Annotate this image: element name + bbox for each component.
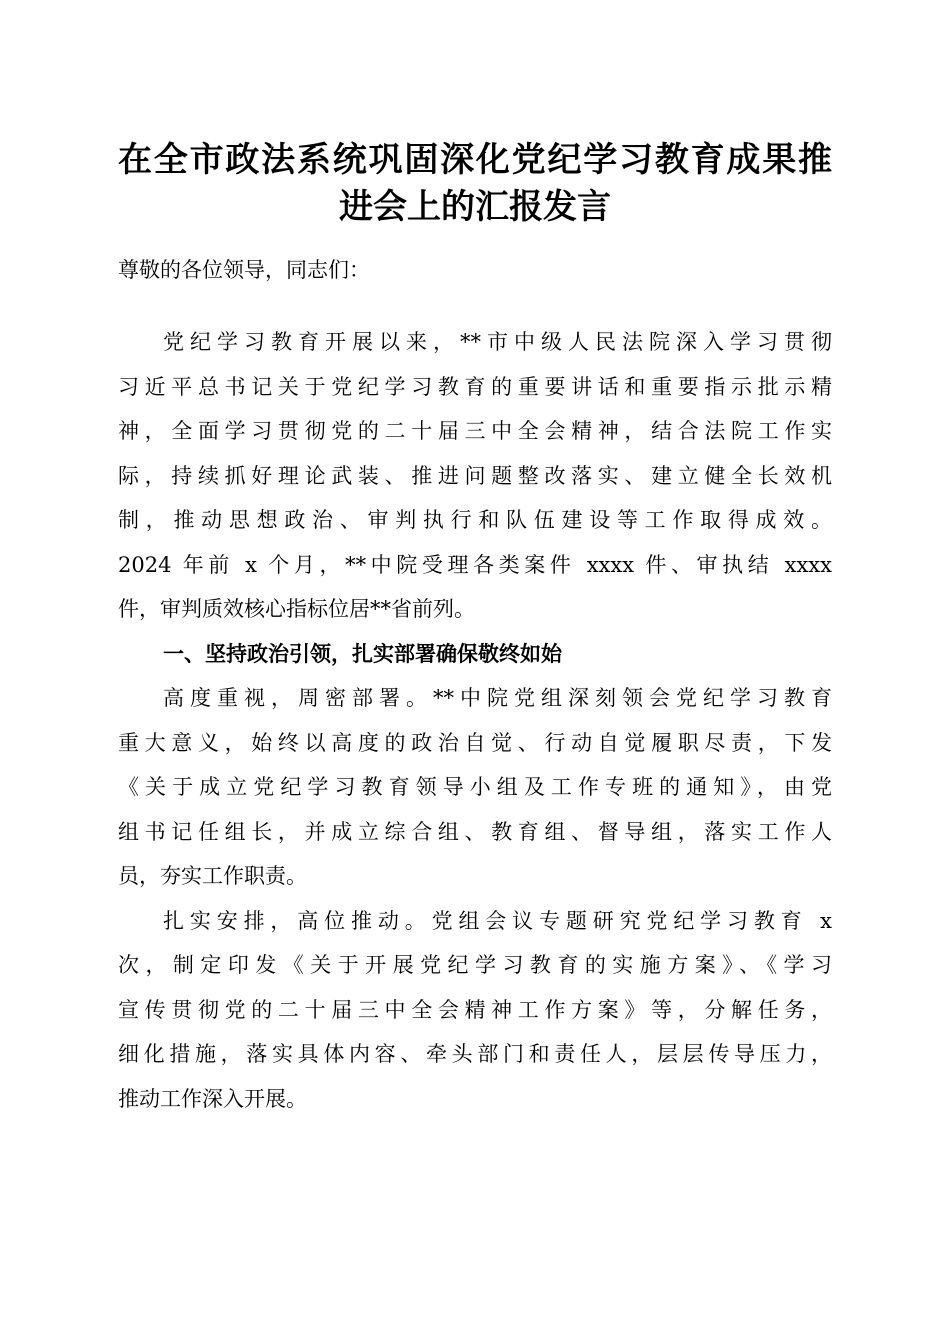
title-line-2: 进会上的汇报发言	[339, 187, 611, 227]
text-line: 宣传贯彻党的二十届三中全会精神工作方案》等，分解任务，	[118, 998, 832, 1022]
salutation: 尊敬的各位领导，同志们：	[118, 258, 370, 282]
text-line: 组书记任组长，并成立综合组、教育组、督导组，落实工作人	[118, 820, 832, 844]
title-line-1: 在全市政法系统巩固深化党纪学习教育成果推	[118, 140, 832, 180]
text-line: 细化措施，落实具体内容、牵头部门和责任人，层层传导压力，	[118, 1042, 832, 1066]
text-line: 神，全面学习贯彻党的二十届三中全会精神，结合法院工作实	[118, 419, 832, 443]
text-line: 次，制定印发《关于开展党纪学习教育的实施方案》、《学习	[118, 953, 832, 977]
text-line: 2024 年前 x 个月，**中院受理各类案件 xxxx 件、审执结 xxxx	[118, 553, 832, 577]
text-line: 扎实安排，高位推动。党组会议专题研究党纪学习教育 x	[163, 909, 832, 933]
text-line: 习近平总书记关于党纪学习教育的重要讲话和重要指示批示精	[118, 375, 832, 399]
text-line: 推动工作深入开展。	[118, 1087, 307, 1111]
section-heading: 一、坚持政治引领，扎实部署确保敬终如始	[163, 642, 562, 666]
text-line: 高度重视，周密部署。**中院党组深刻领会党纪学习教育	[163, 686, 832, 710]
text-line: 制，推动思想政治、审判执行和队伍建设等工作取得成效。	[118, 508, 832, 532]
text-line: 件，审判质效核心指标位居**省前列。	[118, 597, 475, 621]
text-line: 《关于成立党纪学习教育领导小组及工作专班的通知》，由党	[118, 775, 832, 799]
text-line: 重大意义，始终以高度的政治自觉、行动自觉履职尽责，下发	[118, 731, 832, 755]
text-line: 党纪学习教育开展以来，**市中级人民法院深入学习贯彻	[163, 330, 832, 354]
text-line: 员，夯实工作职责。	[118, 864, 307, 888]
text-line: 际，持续抓好理论武装、推进问题整改落实、建立健全长效机	[118, 464, 832, 488]
